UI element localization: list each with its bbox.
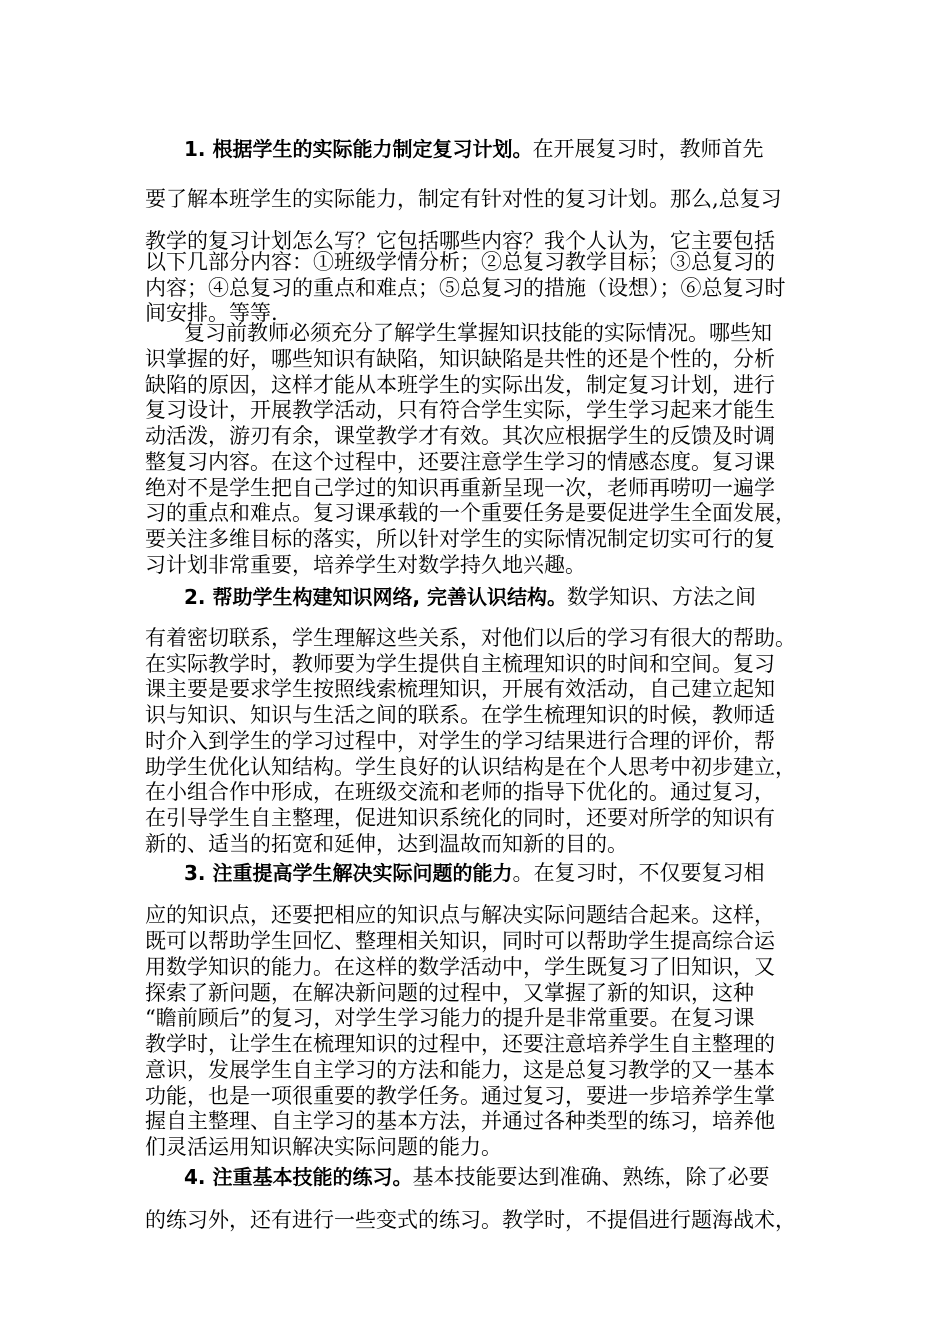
- paragraph-1-line-1: [184, 136, 814, 163]
- paragraph-2-line-4: 复习设计，开展教学活动，只有符合学生实际，学生学习起来才能生: [145, 398, 775, 422]
- paragraph-2-line-2: 识掌握的好，哪些知识有缺陷，知识缺陷是共性的还是个性的，分析: [145, 347, 775, 371]
- paragraph-1-text: 在开展复习时，教师首先: [532, 137, 764, 161]
- paragraph-3-line-8: 在小组合作中形成，在班级交流和老师的指导下优化的。通过复习，: [145, 780, 775, 804]
- paragraph-4-line-2: 应的知识点，还要把相应的知识点与解决实际问题结合起来。这样，: [145, 903, 775, 927]
- paragraph-4-line-3: 既可以帮助学生回忆、整理相关知识，同时可以帮助学生提高综合运: [145, 929, 775, 953]
- paragraph-1-line-5: 内容；④总复习的重点和难点；⑤总复习的措施（设想）；⑥总复习时: [145, 276, 786, 300]
- paragraph-1-line-2: 要了解本班学生的实际能力，制定有针对性的复习计划。那么,总复习: [145, 187, 782, 211]
- paragraph-2-line-6: 整复习内容。在这个过程中，还要注意学生学习的情感态度。复习课: [145, 450, 775, 474]
- paragraph-1-line-4: 以下几部分内容：①班级学情分析；②总复习教学目标；③总复习的: [145, 250, 775, 274]
- paragraph-4-line-6: “瞻前顾后”的复习，对学生学习能力的提升是非常重要。在复习课: [145, 1006, 755, 1030]
- paragraph-1-heading: 1. 根据学生的实际能力制定复习计划。: [184, 137, 533, 161]
- paragraph-2-line-10: 习计划非常重要，培养学生对数学持久地兴趣。: [145, 553, 586, 577]
- paragraph-2-line-3: 缺陷的原因，这样才能从本班学生的实际出发，制定复习计划，进行: [145, 373, 775, 397]
- paragraph-3-line-5: 识与知识、知识与生活之间的联系。在学生梳理知识的时候，教师适: [145, 703, 775, 727]
- paragraph-4-line-7: 教学时，让学生在梳理知识的过程中，还要注意培养学生自主整理的: [145, 1032, 775, 1056]
- paragraph-3-line-7: 助学生优化认知结构。学生良好的认识结构是在个人思考中初步建立，: [145, 755, 796, 779]
- paragraph-5-line-2: 的练习外，还有进行一些变式的练习。教学时，不提倡进行题海战术，: [145, 1208, 796, 1232]
- paragraph-4-line-4: 用数学知识的能力。在这样的数学活动中，学生既复习了旧知识，又: [145, 955, 775, 979]
- paragraph-4-line-5: 探索了新问题，在解决新问题的过程中，又掌握了新的知识，这种: [145, 981, 754, 1005]
- paragraph-3-line-4: 课主要是要求学生按照线索梳理知识，开展有效活动，自己建立起知: [145, 677, 775, 701]
- paragraph-2-line-9: 要关注多维目标的落实，所以针对学生的实际情况制定切实可行的复: [145, 527, 775, 551]
- paragraph-4-line-1: [184, 860, 814, 887]
- paragraph-5-text: 基本技能要达到准确、熟练，除了必要: [412, 1165, 770, 1189]
- paragraph-4-heading: 3. 注重提高学生解决实际问题的能力: [184, 861, 513, 885]
- paragraph-3-line-1: [184, 584, 814, 611]
- paragraph-5-heading: 4. 注重基本技能的练习。: [184, 1165, 413, 1189]
- paragraph-1-line-6: 间安排。等等.: [145, 301, 278, 325]
- paragraph-4-line-10: 握自主整理、自主学习的基本方法，并通过各种类型的练习，培养他: [145, 1109, 775, 1133]
- paragraph-4-line-11: 们灵活运用知识解决实际问题的能力。: [145, 1135, 502, 1159]
- paragraph-2-line-5: 动活泼，游刃有余，课堂教学才有效。其次应根据学生的反馈及时调: [145, 424, 775, 448]
- paragraph-3-line-9: 在引导学生自主整理，促进知识系统化的同时，还要对所学的知识有: [145, 806, 775, 830]
- paragraph-3-line-2: 有着密切联系，学生理解这些关系，对他们以后的学习有很大的帮助。: [145, 626, 796, 650]
- paragraph-4-line-9: 功能，也是一项很重要的教学任务。通过复习，要进一步培养学生掌: [145, 1084, 775, 1108]
- paragraph-1-line-3: 教学的复习计划怎么写？它包括哪些内容？我个人认为，它主要包括: [145, 229, 775, 253]
- paragraph-2-line-1: 复习前教师必须充分了解学生掌握知识技能的实际情况。哪些知: [184, 321, 772, 345]
- paragraph-4-line-8: 意识，发展学生自主学习的方法和能力，这是总复习教学的又一基本: [145, 1058, 775, 1082]
- paragraph-3-line-3: 在实际教学时，教师要为学生提供自主梳理知识的时间和空间。复习: [145, 652, 775, 676]
- paragraph-5-line-1: [184, 1164, 814, 1191]
- paragraph-2-line-7: 绝对不是学生把自己学过的知识再重新呈现一次，老师再唠叨一遍学: [145, 476, 775, 500]
- paragraph-3-heading: 2. 帮助学生构建知识网络, 完善认识结构。: [184, 585, 568, 609]
- paragraph-3-line-6: 时介入到学生的学习过程中，对学生的学习结果进行合理的评价，帮: [145, 729, 775, 753]
- paragraph-2-line-8: 习的重点和难点。复习课承载的一个重要任务是要促进学生全面发展，: [145, 501, 796, 525]
- paragraph-3-text: 数学知识、方法之间: [567, 585, 757, 609]
- paragraph-3-line-10: 新的、适当的拓宽和延伸，达到温故而知新的目的。: [145, 832, 628, 856]
- paragraph-4-text: 。在复习时，不仅要复习相: [512, 861, 765, 885]
